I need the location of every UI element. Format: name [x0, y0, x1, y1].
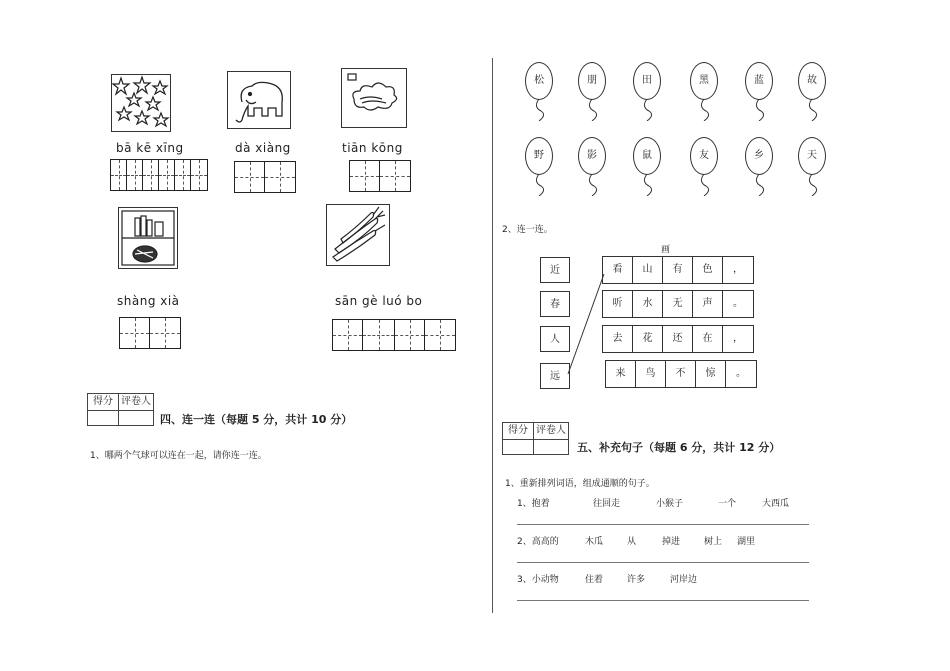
reorder-word: 树上	[704, 537, 723, 547]
question4-1-text: 1、哪两个气球可以连在一起，请你连一连。	[90, 451, 267, 461]
writing-grid-1[interactable]	[110, 159, 208, 191]
pinyin-word-4: shàng xià	[117, 294, 180, 308]
elephant-icon	[228, 72, 290, 128]
answer-line[interactable]	[517, 562, 809, 563]
word-box[interactable]: 远	[540, 363, 570, 389]
reorder-word: 河岸边	[670, 575, 698, 585]
reorder-word: 掉进	[662, 537, 681, 547]
pinyin-word-2: dà xiàng	[235, 141, 291, 155]
balloon-string	[639, 99, 659, 121]
poem-char: 有	[663, 257, 693, 283]
balloon-string	[804, 174, 824, 196]
poem-char: 。	[736, 368, 746, 379]
page-divider	[492, 58, 493, 613]
grader-label: 评卷人	[536, 425, 566, 436]
poem-char: 还	[663, 326, 693, 352]
stars-picture	[111, 74, 171, 132]
poem-line[interactable]	[602, 256, 754, 284]
shelf-icon	[119, 208, 177, 268]
poem-char: 惊	[696, 361, 726, 387]
section4-title: 四、连一连（每题 5 分，共计 10 分）	[160, 413, 353, 426]
score-box-section4	[87, 393, 154, 426]
balloon-string	[751, 174, 771, 196]
score-input[interactable]	[503, 439, 534, 454]
cloud-icon	[342, 69, 406, 127]
word-box[interactable]: 春	[540, 291, 570, 317]
poem-char: 水	[633, 291, 663, 317]
balloon-string	[531, 174, 551, 196]
poem-char: 花	[633, 326, 663, 352]
balloon[interactable]: 故	[798, 62, 826, 100]
score-label: 得分	[88, 394, 119, 410]
writing-grid-2[interactable]	[234, 161, 296, 193]
connect-line	[560, 270, 610, 380]
balloon[interactable]: 朋	[578, 62, 606, 100]
carrot-icon	[327, 205, 389, 265]
poem-char: ，	[733, 264, 743, 275]
reorder-word: 住着	[585, 575, 604, 585]
reorder-word: 从	[627, 537, 637, 547]
row-number-word: 1、抱着	[517, 499, 550, 509]
balloon-string	[531, 99, 551, 121]
question5-1-text: 1、重新排列词语，组成通顺的句子。	[505, 479, 655, 489]
writing-grid-3[interactable]	[349, 160, 411, 192]
carrots-picture	[326, 204, 390, 266]
reorder-word: 往回走	[593, 499, 621, 509]
balloon-string	[584, 174, 604, 196]
balloon[interactable]: 乡	[745, 137, 773, 175]
balloon[interactable]: 影	[578, 137, 606, 175]
balloon[interactable]: 天	[798, 137, 826, 175]
reorder-word: 大西瓜	[762, 499, 790, 509]
grader-label: 评卷人	[121, 396, 151, 407]
poem-char: 不	[666, 361, 696, 387]
reorder-word: 一个	[718, 499, 737, 509]
poem-char: 色	[693, 257, 723, 283]
shelf-picture	[118, 207, 178, 269]
poem-char: 去	[603, 326, 633, 352]
score-label: 得分	[503, 423, 534, 439]
answer-line[interactable]	[517, 524, 809, 525]
score-input[interactable]	[88, 410, 119, 425]
stars-icon	[112, 75, 170, 131]
poem-char: 无	[663, 291, 693, 317]
poem-char: ，	[733, 333, 743, 344]
poem-title: 画	[661, 245, 671, 255]
balloon-string	[696, 99, 716, 121]
elephant-picture	[227, 71, 291, 129]
pinyin-word-1: bā kē xīng	[116, 141, 184, 155]
reorder-word: 木瓜	[585, 537, 604, 547]
poem-char: 声	[693, 291, 723, 317]
word-box[interactable]: 近	[540, 257, 570, 283]
grader-input[interactable]	[119, 410, 153, 425]
poem-char: 鸟	[636, 361, 666, 387]
poem-line[interactable]	[605, 360, 757, 388]
writing-grid-5[interactable]	[332, 319, 456, 351]
poem-char: 山	[633, 257, 663, 283]
balloon-string	[804, 99, 824, 121]
section5-title: 五、补充句子（每题 6 分，共计 12 分）	[577, 441, 781, 454]
poem-char: 看	[603, 257, 633, 283]
balloon-string	[639, 174, 659, 196]
sky-picture	[341, 68, 407, 128]
poem-line[interactable]	[602, 290, 754, 318]
pinyin-word-5: sān gè luó bo	[335, 294, 423, 308]
balloon[interactable]: 鼠	[633, 137, 661, 175]
poem-char: 在	[693, 326, 723, 352]
balloon[interactable]: 友	[690, 137, 718, 175]
balloon[interactable]: 田	[633, 62, 661, 100]
reorder-word: 湖里	[737, 537, 756, 547]
balloon[interactable]: 黑	[690, 62, 718, 100]
writing-grid-4[interactable]	[119, 317, 181, 349]
row-number-word: 3、小动物	[517, 575, 559, 585]
reorder-word: 许多	[627, 575, 646, 585]
answer-line[interactable]	[517, 600, 809, 601]
reorder-word: 小猴子	[656, 499, 684, 509]
pinyin-word-3: tiān kōng	[342, 141, 403, 155]
poem-line[interactable]	[602, 325, 754, 353]
word-box[interactable]: 人	[540, 326, 570, 352]
balloon[interactable]: 松	[525, 62, 553, 100]
score-box-section5	[502, 422, 569, 455]
balloon-string	[696, 174, 716, 196]
poem-char: 来	[606, 361, 636, 387]
balloon-string	[751, 99, 771, 121]
row-number-word: 2、高高的	[517, 537, 559, 547]
balloon-string	[584, 99, 604, 121]
grader-input[interactable]	[534, 439, 568, 454]
balloon[interactable]: 蓝	[745, 62, 773, 100]
poem-char: 。	[733, 298, 743, 309]
poem-char: 听	[603, 291, 633, 317]
balloon[interactable]: 野	[525, 137, 553, 175]
question2-text: 2、连一连。	[502, 225, 553, 235]
